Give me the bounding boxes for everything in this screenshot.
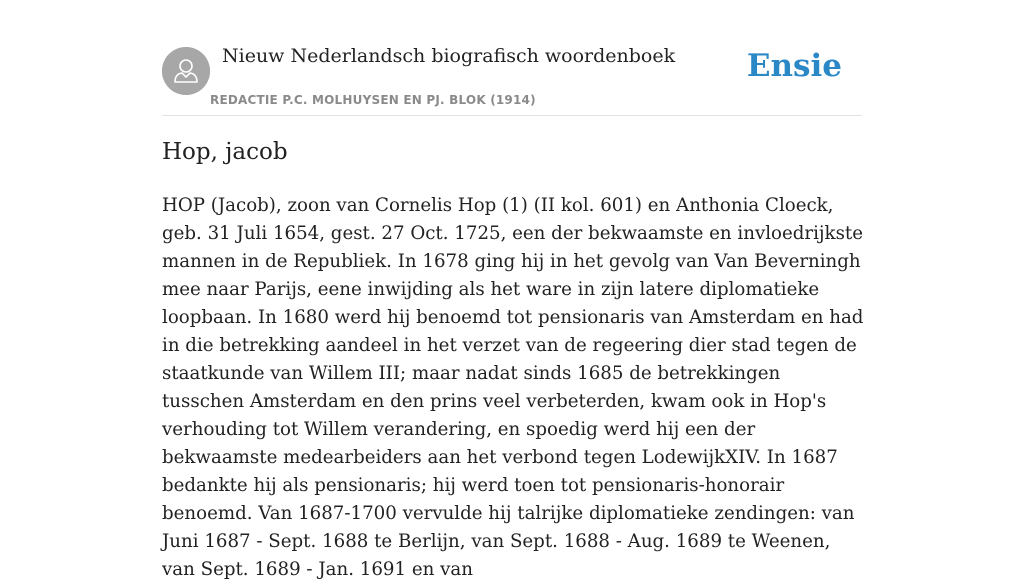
entry-title: Hop, jacob xyxy=(162,139,288,165)
dictionary-editors: REDACTIE P.C. MOLHUYSEN EN PJ. BLOK (1914) xyxy=(210,93,536,107)
ensie-logo[interactable]: Ensie xyxy=(746,48,842,84)
user-icon[interactable] xyxy=(162,47,210,95)
entry-body-text: HOP (Jacob), zoon van Cornelis Hop (1) (II kol. 601) en Anthonia Cloeck, geb. 31 Juli 1654, gest. 27 Oct. 1725, een der bekwaamste en invloedrijkste mannen in de Republiek. In 1678 ging hij in het gevolg van Van Beverningh mee naar Parijs, eene inwijding als het ware in zijn latere diplomatieke loopbaan. In 1680 werd hij benoemd tot pensionaris van Amsterdam en had in die betrekking aandeel in het verzet van de regeering dier stad tegen de staatkunde van Willem III; maar nadat sinds 1685 de betrekkingen tusschen Amsterdam en den prins veel verbeterden, kwam ook in Hop's verhouding tot Willem verandering, en spoedig werd hij een der bekwaamste medearbeiders aan het verbond tegen LodewijkXIV. In 1687 bedankte hij als pensionaris; hij werd toen tot pensionaris-honorair benoemd. Van 1687-1700 vervulde hij talrijke diplomatieke zendingen: van Juni 1687 - Sept. 1688 te Berlijn, van Sept. 1688 - Aug. 1689 te Weenen, van Sept. 1689 - Jan. 1691 en van xyxy=(162,195,864,580)
dictionary-title[interactable]: Nieuw Nederlandsch biografisch woordenboek xyxy=(222,45,676,67)
dictionary-header xyxy=(162,40,862,116)
